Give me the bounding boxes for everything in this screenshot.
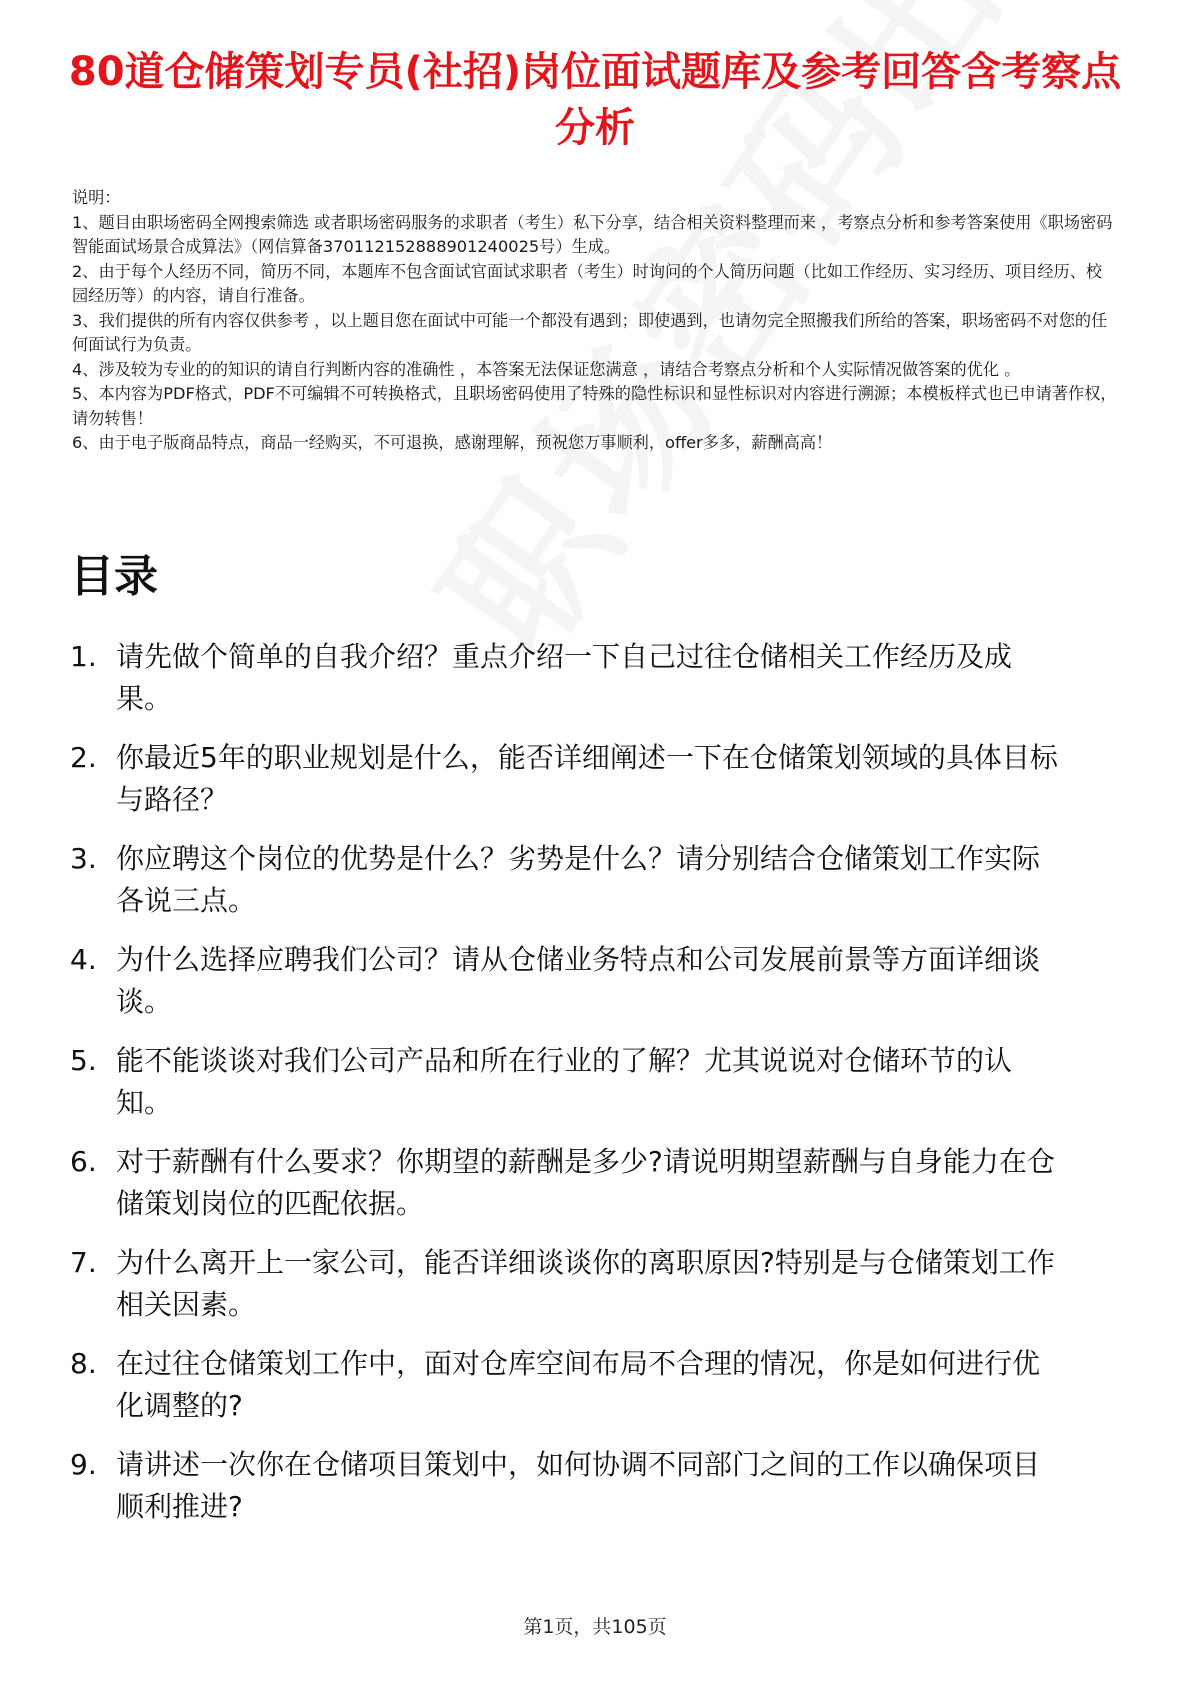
toc-item-text: 在过往仓储策划工作中，面对仓库空间布局不合理的情况，你是如何进行优化调整的? <box>116 1347 1041 1422</box>
toc-item-number: 7. <box>70 1246 97 1279</box>
note-item: 1、题目由职场密码全网搜索筛选 或者职场密码服务的求职者（考生）私下分享，结合相关资料整理而来 ，考察点分析和参考答案使用《职场密码智能面试场景合成算法》（网信算备370112152888901240025号）生成。 <box>72 212 1113 256</box>
toc-item-text: 为什么离开上一家公司，能否详细谈谈你的离职原因?特别是与仓储策划工作相关因素。 <box>116 1246 1055 1321</box>
note-item: 6、由于电子版商品特点，商品一经购买，不可退换，感谢理解，预祝您万事顺利，offer多多，薪酬高高！ <box>72 433 833 452</box>
toc-heading: 目录 <box>70 551 158 602</box>
toc-item-number: 2. <box>70 741 97 774</box>
note-item: 4、涉及较为专业的的知识的请自行判断内容的准确性 ，本答案无法保证您满意 ，请结合考察点分析和个人实际情况做答案的优化 。 <box>72 359 1021 379</box>
toc-item-text: 请讲述一次你在仓储项目策划中，如何协调不同部门之间的工作以确保项目顺利推进? <box>116 1448 1041 1523</box>
toc-list <box>70 636 1060 1545</box>
toc-item[interactable] <box>70 1444 1060 1528</box>
toc-item[interactable] <box>70 1040 1060 1124</box>
notes-section <box>72 186 1118 456</box>
page-indicator: 第1页，共105页 <box>523 1616 667 1638</box>
toc-item[interactable] <box>70 1343 1060 1427</box>
note-item: 3、我们提供的所有内容仅供参考 ，以上题目您在面试中可能一个都没有遇到；即使遇到，也请勿完全照搬我们所给的答案，职场密码不对您的任何面试行为负责。 <box>72 310 1108 354</box>
toc-item-number: 5. <box>70 1044 97 1077</box>
toc-item[interactable] <box>70 939 1060 1023</box>
toc-item-number: 8. <box>70 1347 97 1380</box>
toc-item[interactable] <box>70 1242 1060 1326</box>
toc-item-number: 3. <box>70 842 97 875</box>
toc-item-text: 能不能谈谈对我们公司产品和所在行业的了解？尤其说说对仓储环节的认知。 <box>116 1044 1013 1119</box>
toc-item-text: 为什么选择应聘我们公司？请从仓储业务特点和公司发展前景等方面详细谈谈。 <box>116 943 1041 1018</box>
toc-item[interactable] <box>70 1141 1060 1225</box>
toc-item-text: 对于薪酬有什么要求？你期望的薪酬是多少?请说明期望薪酬与自身能力在仓储策划岗位的匹配依据。 <box>116 1145 1055 1220</box>
toc-item-text: 请先做个简单的自我介绍？重点介绍一下自己过往仓储相关工作经历及成果。 <box>116 640 1013 715</box>
toc-item-text: 你最近5年的职业规划是什么，能否详细阐述一下在仓储策划领域的具体目标与路径？ <box>116 741 1058 816</box>
toc-item-number: 6. <box>70 1145 97 1178</box>
notes-heading: 说明： <box>72 188 121 207</box>
toc-item[interactable] <box>70 838 1060 922</box>
note-item: 2、由于每个人经历不同，简历不同，本题库不包含面试官面试求职者（考生）时询问的个人简历问题（比如工作经历、实习经历、项目经历、校园经历等）的内容，请自行准备。 <box>72 261 1103 305</box>
toc-item[interactable] <box>70 737 1060 821</box>
note-item: 5、本内容为PDF格式，PDF不可编辑不可转换格式，且职场密码使用了特殊的隐性标识和显性标识对内容进行溯源；本模板样式也已申请著作权，请勿转售！ <box>72 384 1117 428</box>
document-title: 80道仓储策划专员(社招)岗位面试题库及参考回答含考察点分析 <box>68 49 1122 151</box>
toc-item-number: 1. <box>70 640 97 673</box>
toc-item-number: 4. <box>70 943 97 976</box>
toc-item-text: 你应聘这个岗位的优势是什么？劣势是什么？请分别结合仓储策划工作实际各说三点。 <box>116 842 1041 917</box>
toc-item-number: 9. <box>70 1448 97 1481</box>
toc-item[interactable] <box>70 636 1060 720</box>
